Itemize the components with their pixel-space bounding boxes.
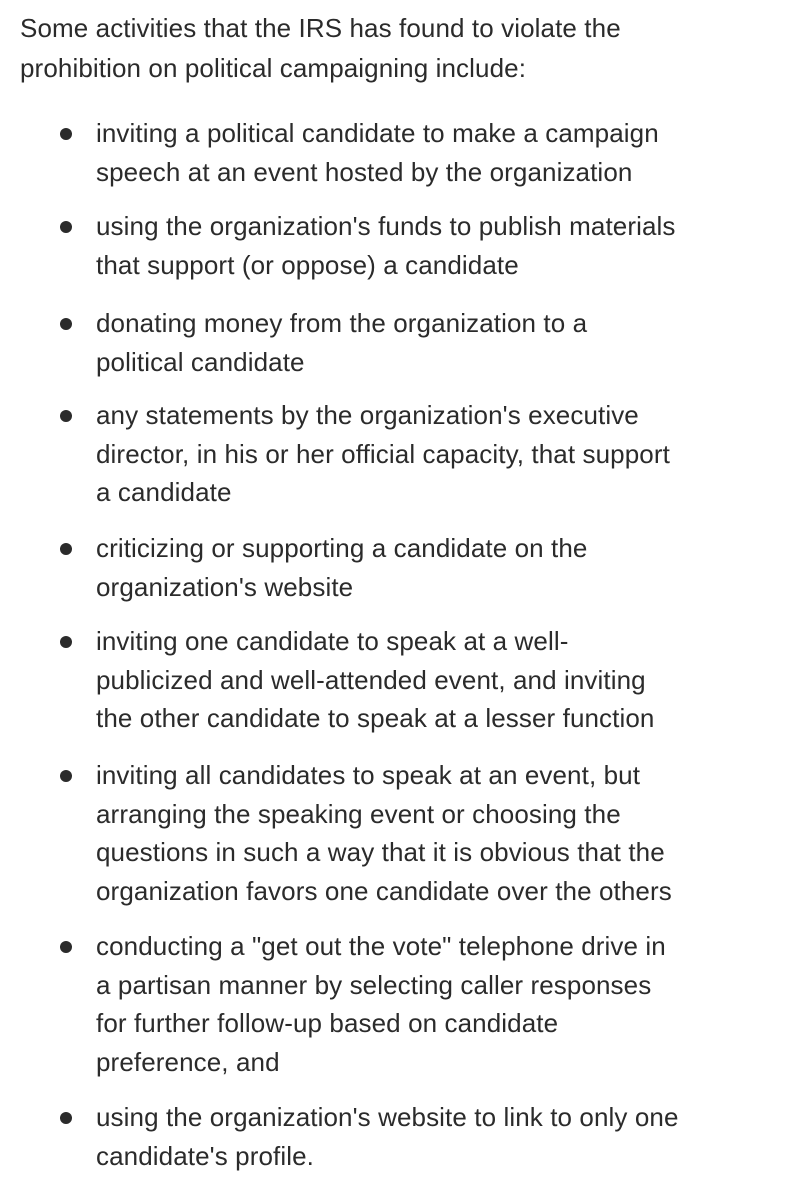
list-item-line: preference, and xyxy=(96,1046,280,1077)
list-item-text xyxy=(96,304,766,381)
bullet-icon xyxy=(60,318,72,330)
bullet-icon xyxy=(60,770,72,782)
list-item-line: director, in his or her official capacity, that support xyxy=(96,438,670,469)
intro-paragraph xyxy=(20,8,760,88)
list-item-line: a candidate xyxy=(96,477,232,507)
bullet-icon xyxy=(60,410,72,422)
list-item-line: for further follow-up based on candidate xyxy=(96,1008,559,1038)
bullet-icon xyxy=(60,128,72,140)
list-item-line: criticizing or supporting a candidate on the xyxy=(96,533,588,563)
list-item-line: that support (or oppose) a candidate xyxy=(96,249,519,280)
list-item-line: a partisan manner by selecting caller responses xyxy=(96,969,652,1000)
list-item-line: inviting all candidates to speak at an event, but xyxy=(96,760,641,790)
list-item-text xyxy=(96,207,766,284)
list-item-line: speech at an event hosted by the organization xyxy=(96,156,633,187)
list-item-text xyxy=(96,396,766,512)
list-item-line: inviting one candidate to speak at a well- xyxy=(96,626,569,656)
list-item-line: using the organization's funds to publish materials xyxy=(96,211,676,241)
bullet-icon xyxy=(60,543,72,555)
list-item-line: organization favors one candidate over the others xyxy=(96,875,672,906)
list-item-text xyxy=(96,756,766,910)
list-item-line: questions in such a way that it is obvious that the xyxy=(96,837,665,867)
list-item-text xyxy=(96,529,766,606)
list-item-line: candidate's profile. xyxy=(96,1140,314,1171)
list-item-line: political candidate xyxy=(96,346,305,377)
list-item-line: any statements by the organization's executive xyxy=(96,400,639,430)
list-item-text xyxy=(96,622,766,738)
list-item-line: organization's website xyxy=(96,571,354,602)
list-item-line: the other candidate to speak at a lesser function xyxy=(96,703,655,733)
bullet-icon xyxy=(60,221,72,233)
bullet-icon xyxy=(60,1112,72,1124)
list-item-line: using the organization's website to link to only one xyxy=(96,1102,679,1132)
list-item-text xyxy=(96,1098,766,1175)
list-item-line: arranging the speaking event or choosing the xyxy=(96,798,621,829)
bullet-icon xyxy=(60,941,72,953)
list-item-text xyxy=(96,114,766,191)
list-item-line: donating money from the organization to a xyxy=(96,308,588,338)
list-item-text xyxy=(96,927,766,1081)
list-item-line: inviting a political candidate to make a campaign xyxy=(96,118,659,148)
intro-line: prohibition on political campaigning include: xyxy=(20,53,527,83)
list-item-line: conducting a "get out the vote" telephone drive in xyxy=(96,931,666,961)
list-item-line: publicized and well-attended event, and inviting xyxy=(96,664,646,695)
intro-line: Some activities that the IRS has found to violate the xyxy=(20,13,621,43)
bullet-icon xyxy=(60,636,72,648)
